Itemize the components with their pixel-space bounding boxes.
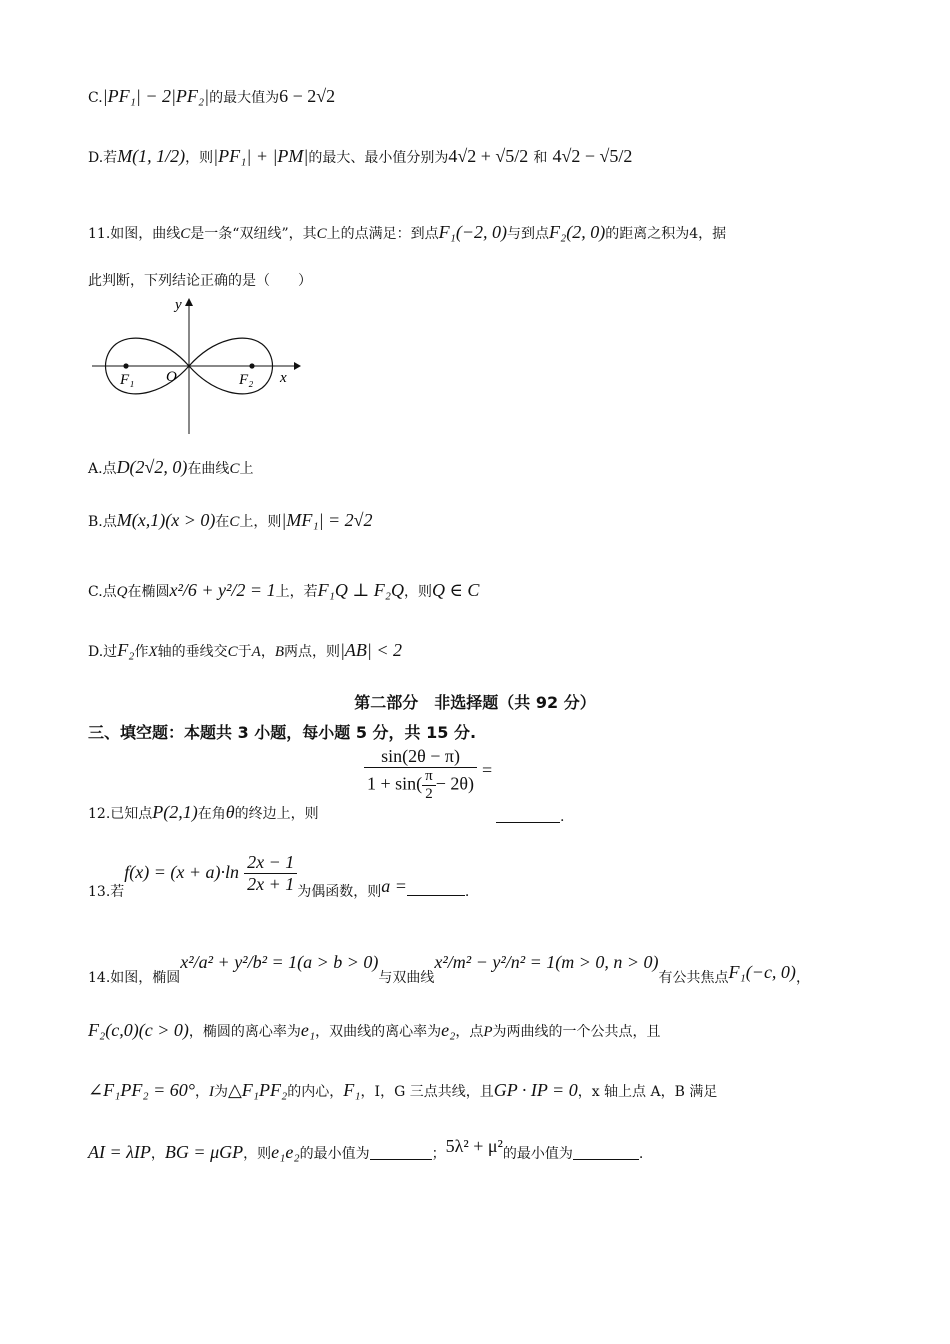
math-min: 4√2 − √5/2	[552, 146, 633, 166]
q14-line1	[88, 952, 810, 987]
text: ，	[194, 1084, 209, 1100]
text: 和	[533, 150, 548, 166]
period: .	[560, 809, 565, 825]
q11-stem-line1	[88, 222, 726, 243]
curve-var: C	[229, 461, 240, 477]
text: 的最小值为	[502, 1146, 573, 1162]
text: 与到点	[507, 226, 550, 242]
q14-line3	[88, 1080, 717, 1101]
math-ellipse: x²/a² + y²/b² = 1(a > b > 0)	[180, 952, 379, 972]
q14-answer-blank-1[interactable]	[370, 1145, 432, 1160]
two: 2	[422, 785, 436, 803]
math-ellipse: x²/6 + y²/2 = 1	[169, 580, 276, 600]
focus-f2-dot	[249, 363, 254, 368]
curve-var: C	[316, 226, 327, 242]
text: ，则	[404, 584, 433, 600]
text: ，x 轴上点 A，B 满足	[577, 1084, 718, 1100]
math-var: F₂	[117, 640, 135, 660]
var: X	[148, 644, 158, 660]
text: 的最大值为	[209, 90, 280, 106]
math-point: D(2√2, 0)	[116, 457, 188, 477]
question-label: 13.若	[88, 884, 125, 900]
text: 11.如图，曲线	[88, 226, 181, 242]
text: 上，则	[239, 514, 282, 530]
option-label: D.若	[88, 150, 118, 166]
text: 的最大、最小值分别为	[308, 150, 449, 166]
text: ，	[150, 1146, 165, 1162]
math-var: e₁	[300, 1020, 316, 1040]
math-point: F₁(−2, 0)	[438, 222, 508, 242]
q11-option-c	[88, 580, 479, 601]
q11-option-b	[88, 510, 373, 531]
math-point: F₁(−c, 0)	[728, 962, 796, 982]
var: P	[483, 1024, 493, 1040]
question-label: 12.已知点	[88, 806, 153, 822]
text: 上，若	[275, 584, 318, 600]
q12-fraction	[364, 746, 477, 803]
axis-y-label: y	[175, 297, 182, 313]
text: ，	[795, 970, 810, 986]
question-label: 14.如图，椭圆	[88, 970, 181, 986]
math-dot-product: GP · IP = 0	[493, 1080, 578, 1100]
curve-var: C	[227, 644, 238, 660]
x-arrow-icon	[294, 362, 301, 370]
text: 作	[134, 644, 149, 660]
text: 上的点满足：到点	[326, 226, 439, 242]
text: 是一条“双纽线”，其	[190, 226, 317, 242]
text: ；	[431, 1146, 446, 1162]
math-function: f(x) = (x + a)·ln	[124, 862, 240, 882]
option-label: D.过	[88, 644, 118, 660]
f2-label: F₂	[239, 372, 254, 388]
text: 上	[239, 461, 254, 477]
pi: π	[425, 768, 433, 784]
math-point: P(2,1)	[152, 802, 198, 822]
math-point: M(1, 1/2)	[117, 146, 186, 166]
lemniscate-figure	[84, 292, 304, 437]
text: 为两曲线的一个公共点，且	[492, 1024, 661, 1040]
math-vector-eq: BG = μGP	[164, 1142, 244, 1162]
text: ，点	[455, 1024, 484, 1040]
q11-option-d: D.过F₂作X轴的垂线交C于A，B两点，则|AB| < 2	[88, 640, 403, 660]
math-var: F₁	[343, 1080, 361, 1100]
math-result: |AB| < 2	[339, 640, 403, 660]
q12-denominator	[364, 767, 477, 803]
option-label: B.点	[88, 514, 117, 530]
text: 在椭圆	[127, 584, 170, 600]
math-angle: ∠F₁PF₂ = 60°	[88, 1080, 195, 1100]
origin-label: O	[166, 369, 177, 385]
text: 在角	[197, 806, 226, 822]
math-expression: |MF₁| = 2√2	[281, 510, 373, 530]
text: 的距离之积为4，据	[605, 226, 727, 242]
math-point: F₂(2, 0)	[549, 222, 606, 242]
period: .	[638, 1146, 644, 1162]
math-expression: |PF₁| − 2|PF₂|	[102, 86, 210, 106]
q11-stem-line2: 此判断，下列结论正确的是（ ）	[88, 273, 312, 289]
var: I	[208, 1084, 214, 1100]
text: 与双曲线	[378, 970, 435, 986]
math-var: θ	[225, 802, 235, 822]
q14-line4	[88, 1136, 644, 1163]
period: .	[464, 884, 470, 900]
math-vector-eq: AI = λIP	[88, 1142, 151, 1162]
q11-option-a	[88, 457, 253, 478]
section3-heading: 三、填空题：本题共 3 小题，每小题 5 分，共 15 分.	[88, 723, 477, 742]
f1-label: F₁	[120, 372, 135, 388]
text: − 2θ)	[435, 773, 475, 794]
axis-x-label: x	[280, 370, 287, 386]
var: A	[251, 644, 261, 660]
text: 有公共焦点	[658, 970, 729, 986]
math-expression: 5λ² + μ²	[445, 1136, 503, 1156]
text: 在曲线	[187, 461, 230, 477]
text: ，椭圆的离心率为	[188, 1024, 301, 1040]
math-var: a =	[381, 876, 407, 896]
text: ，I，G 三点共线，且	[360, 1084, 494, 1100]
text: ，则	[243, 1146, 272, 1162]
text: 的最小值为	[299, 1146, 370, 1162]
q14-line2	[88, 1020, 661, 1041]
var: Q	[116, 584, 128, 600]
q10-option-d	[88, 146, 632, 167]
part2-heading: 第二部分 非选择题（共 92 分）	[354, 693, 596, 712]
math-point: F₂(c,0)(c > 0)	[88, 1020, 189, 1040]
q12-numerator: sin(2θ − π)	[381, 746, 460, 766]
text: ，则	[185, 150, 214, 166]
math-triangle: △F₁PF₂	[227, 1080, 288, 1100]
math-condition: F₁Q ⊥ F₂Q	[317, 580, 405, 600]
option-label: A.点	[88, 461, 117, 477]
text: 1 + sin(	[367, 773, 423, 794]
math-expression: |PF₁| + |PM|	[213, 146, 309, 166]
text: 为	[213, 1084, 228, 1100]
text: 两点，则	[283, 644, 340, 660]
q14-answer-blank-2[interactable]	[573, 1145, 639, 1160]
text: ，双曲线的离心率为	[315, 1024, 442, 1040]
option-label: C.	[88, 90, 103, 106]
math-hyperbola: x²/m² − y²/n² = 1(m > 0, n > 0)	[434, 952, 659, 972]
math-max: 4√2 + √5/2	[448, 146, 529, 166]
math-var: e₂	[441, 1020, 456, 1040]
text: 的终边上，则	[234, 806, 319, 822]
y-arrow-icon	[185, 298, 193, 306]
q12-equals: =	[482, 760, 493, 780]
text: 为偶函数，则	[297, 884, 382, 900]
var: B	[274, 644, 284, 660]
text: 在	[215, 514, 230, 530]
option-label: C.点	[88, 584, 117, 600]
math-result: Q ∈ C	[432, 580, 480, 600]
q12-line	[88, 802, 319, 823]
text: 轴的垂线交	[157, 644, 228, 660]
text: 的内心，	[287, 1084, 344, 1100]
math-point: M(x,1)(x > 0)	[116, 510, 216, 530]
curve-var: C	[229, 514, 240, 530]
focus-f1-dot	[123, 363, 128, 368]
math-value: 6 − 2√2	[279, 86, 336, 106]
q12-answer-blank[interactable]	[496, 806, 564, 825]
q13-line	[88, 852, 469, 901]
curve-var: C	[180, 226, 191, 242]
numerator: 2x − 1	[247, 852, 295, 872]
text: 于	[237, 644, 252, 660]
denominator: 2x + 1	[244, 873, 297, 895]
q13-answer-blank[interactable]	[407, 881, 465, 896]
math-product: e₁e₂	[271, 1142, 300, 1162]
q10-option-c	[88, 86, 335, 107]
